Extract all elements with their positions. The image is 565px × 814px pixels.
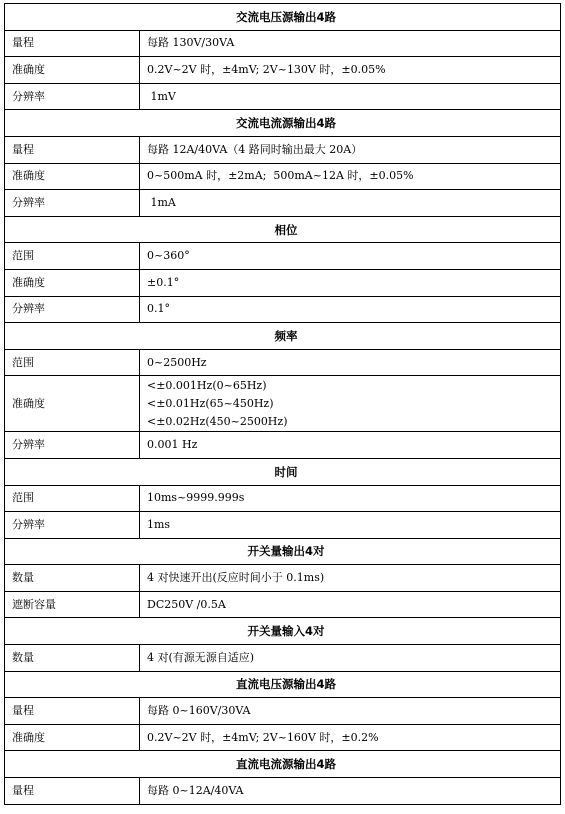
table-row bbox=[5, 645, 561, 672]
section-header-row bbox=[5, 458, 561, 485]
section-title: 交流电压源输出4路 bbox=[5, 4, 561, 31]
row-value: 4 对快速开出(反应时间小于 0.1ms) bbox=[140, 565, 561, 592]
row-label: 量程 bbox=[5, 778, 140, 805]
value-line: <±0.001Hz(0~65Hz) bbox=[147, 378, 267, 392]
section-header-row bbox=[5, 4, 561, 31]
row-value: 每路 0~12A/40VA bbox=[140, 778, 561, 805]
table-row bbox=[5, 591, 561, 618]
row-value-multiline bbox=[140, 376, 561, 432]
row-value: 每路 0~160V/30VA bbox=[140, 698, 561, 725]
table-row bbox=[5, 724, 561, 751]
table-row bbox=[5, 698, 561, 725]
row-label: 遮断容量 bbox=[5, 591, 140, 618]
row-value: 每路 12A/40VA（4 路同时输出最大 20A） bbox=[140, 136, 561, 163]
row-value: 0.2V~2V 时，±4mV; 2V~130V 时，±0.05% bbox=[140, 57, 561, 84]
section-header-row bbox=[5, 538, 561, 565]
table-row bbox=[5, 485, 561, 512]
row-value: 0.1° bbox=[140, 296, 561, 323]
row-label: 量程 bbox=[5, 698, 140, 725]
table-row bbox=[5, 163, 561, 190]
row-value: 0~500mA 时，±2mA; 500mA~12A 时，±0.05% bbox=[140, 163, 561, 190]
row-label: 准确度 bbox=[5, 269, 140, 296]
row-label: 范围 bbox=[5, 243, 140, 270]
row-value: 0~2500Hz bbox=[140, 349, 561, 376]
table-row bbox=[5, 512, 561, 539]
row-label: 量程 bbox=[5, 136, 140, 163]
row-value: 1ms bbox=[140, 512, 561, 539]
row-label: 准确度 bbox=[5, 163, 140, 190]
row-label: 准确度 bbox=[5, 57, 140, 84]
row-label: 准确度 bbox=[5, 724, 140, 751]
section-title: 直流电压源输出4路 bbox=[5, 671, 561, 698]
row-value: 4 对(有源无源自适应) bbox=[140, 645, 561, 672]
row-value: 0.001 Hz bbox=[140, 432, 561, 459]
table-row bbox=[5, 349, 561, 376]
row-label: 数量 bbox=[5, 565, 140, 592]
section-title: 频率 bbox=[5, 323, 561, 350]
value-line: <±0.01Hz(65~450Hz) bbox=[147, 396, 274, 410]
row-value: 0.2V~2V 时，±4mV; 2V~160V 时，±0.2% bbox=[140, 724, 561, 751]
table-row bbox=[5, 136, 561, 163]
row-label: 分辨率 bbox=[5, 83, 140, 110]
table-row bbox=[5, 565, 561, 592]
row-label: 分辨率 bbox=[5, 512, 140, 539]
spec-table bbox=[4, 3, 561, 805]
row-label: 范围 bbox=[5, 349, 140, 376]
table-row bbox=[5, 296, 561, 323]
row-value: 10ms~9999.999s bbox=[140, 485, 561, 512]
table-row bbox=[5, 778, 561, 805]
section-title: 直流电流源输出4路 bbox=[5, 751, 561, 778]
section-header-row bbox=[5, 323, 561, 350]
row-value: 每路 130V/30VA bbox=[140, 30, 561, 57]
section-header-row bbox=[5, 216, 561, 243]
row-label: 分辨率 bbox=[5, 296, 140, 323]
table-row bbox=[5, 269, 561, 296]
row-value: 1mV bbox=[140, 83, 561, 110]
section-title: 相位 bbox=[5, 216, 561, 243]
section-header-row bbox=[5, 751, 561, 778]
row-label: 数量 bbox=[5, 645, 140, 672]
section-header-row bbox=[5, 110, 561, 137]
table-row bbox=[5, 190, 561, 217]
table-row bbox=[5, 83, 561, 110]
row-label: 量程 bbox=[5, 30, 140, 57]
table-row bbox=[5, 432, 561, 459]
row-value: 1mA bbox=[140, 190, 561, 217]
row-label: 范围 bbox=[5, 485, 140, 512]
section-title: 时间 bbox=[5, 458, 561, 485]
section-title: 开关量输入4对 bbox=[5, 618, 561, 645]
table-row bbox=[5, 57, 561, 84]
row-value: 0~360° bbox=[140, 243, 561, 270]
row-value: ±0.1° bbox=[140, 269, 561, 296]
section-header-row bbox=[5, 618, 561, 645]
section-header-row bbox=[5, 671, 561, 698]
row-label: 分辨率 bbox=[5, 190, 140, 217]
section-title: 交流电流源输出4路 bbox=[5, 110, 561, 137]
section-title: 开关量输出4对 bbox=[5, 538, 561, 565]
row-value: DC250V /0.5A bbox=[140, 591, 561, 618]
table-row bbox=[5, 243, 561, 270]
row-label: 分辨率 bbox=[5, 432, 140, 459]
value-line: <±0.02Hz(450~2500Hz) bbox=[147, 414, 288, 428]
table-row bbox=[5, 30, 561, 57]
row-label: 准确度 bbox=[5, 376, 140, 432]
table-row bbox=[5, 376, 561, 432]
